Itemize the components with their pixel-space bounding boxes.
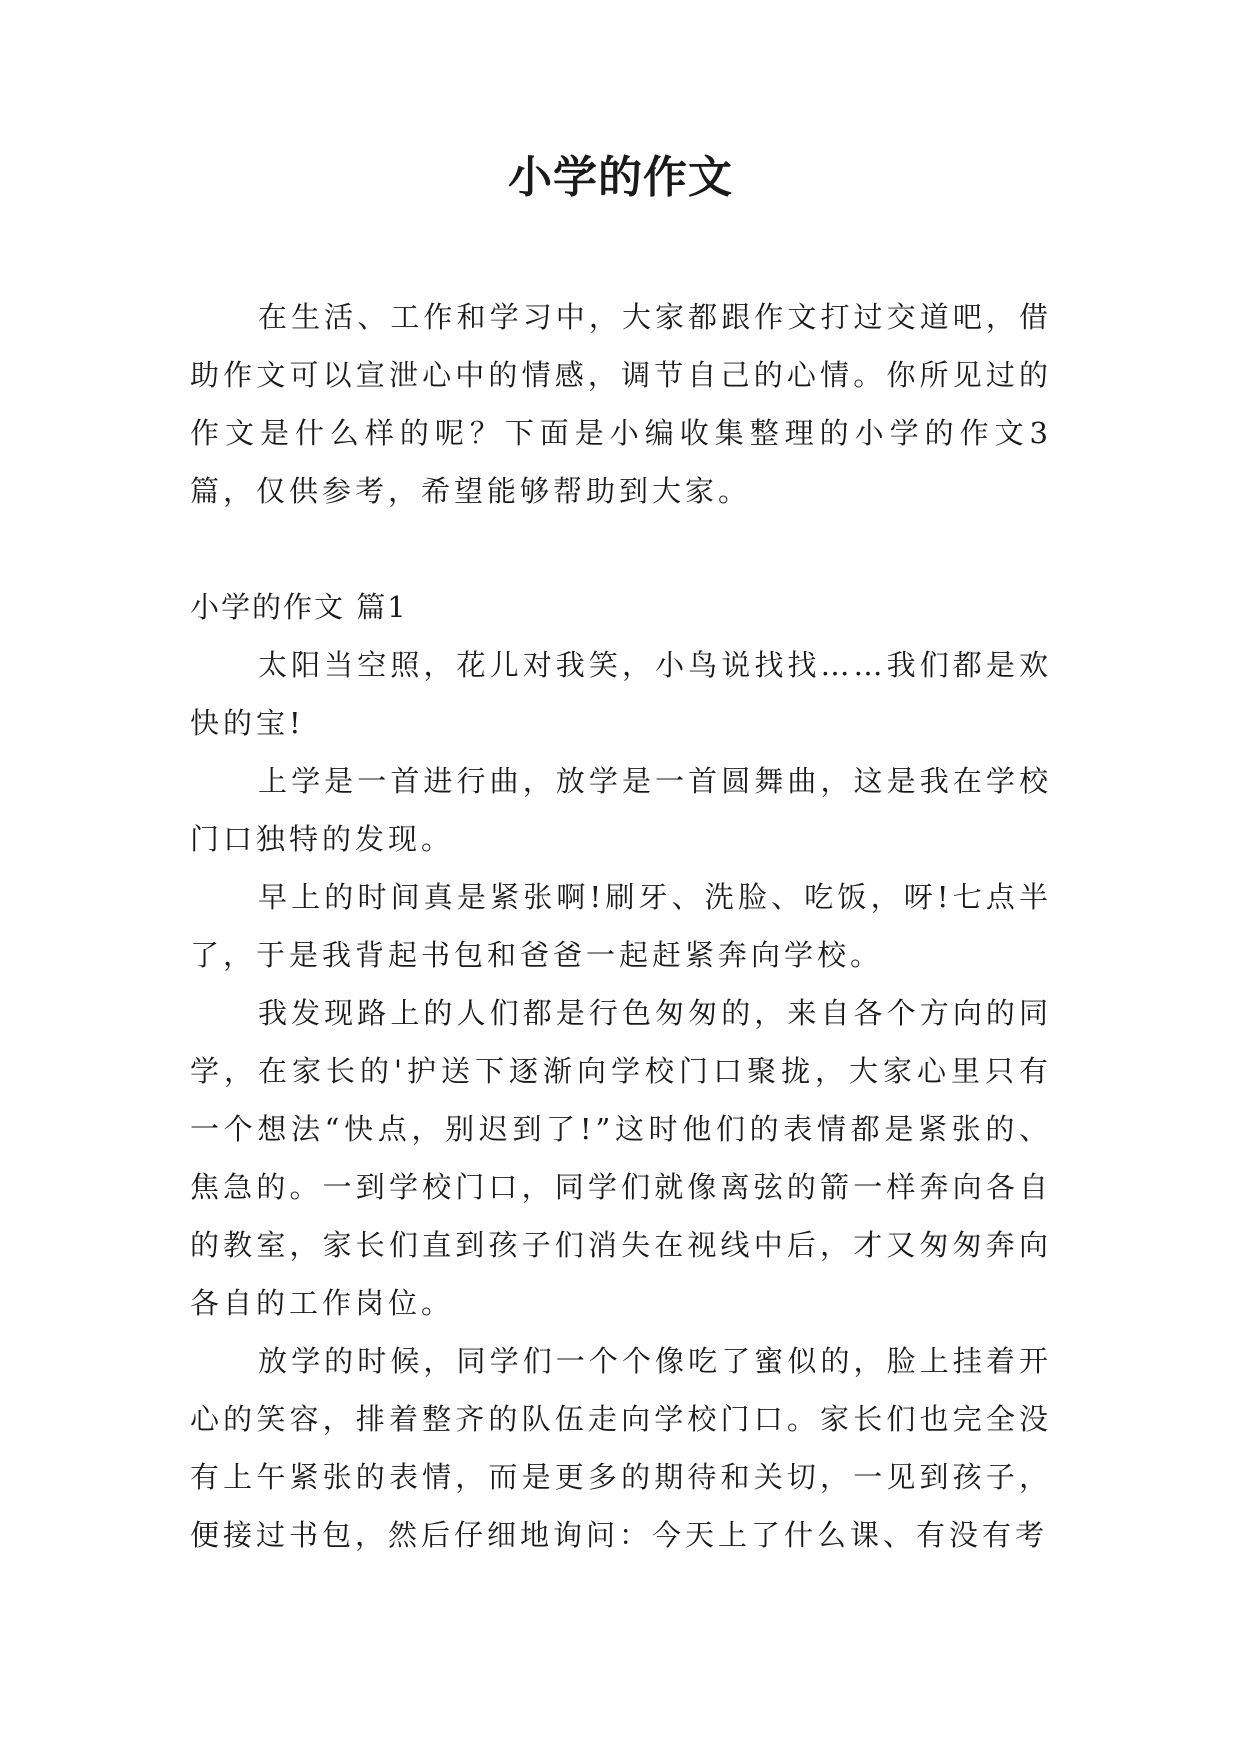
intro-paragraph: 在生活、工作和学习中，大家都跟作文打过交道吧，借助作文可以宣泄心中的情感，调节自己的心情。你所见过的作文是什么样的呢？下面是小编收集整理的小学的作文3篇，仅供参考，希望能够帮助到大家。 — [190, 300, 1052, 508]
paragraph: 太阳当空照，花儿对我笑，小鸟说找找……我们都是欢快的宝! — [190, 648, 1052, 740]
paragraph: 放学的时候，同学们一个个像吃了蜜似的，脸上挂着开心的笑容，排着整齐的队伍走向学校门口。家长们也完全没有上午紧张的表情，而是更多的期待和关切，一见到孩子，便接过书包，然后仔细地询问：今天上了什么课、有没有考 — [190, 1344, 1052, 1552]
paragraph: 早上的时间真是紧张啊!刷牙、洗脸、吃饭，呀!七点半了，于是我背起书包和爸爸一起赶紧奔向学校。 — [190, 880, 1052, 972]
document-body — [190, 288, 1052, 1564]
paragraph: 我发现路上的人们都是行色匆匆的，来自各个方向的同学，在家长的'护送下逐渐向学校门口聚拢，大家心里只有一个想法“快点，别迟到了!”这时他们的表情都是紧张的、焦急的。一到学校门口，同学们就像离弦的箭一样奔向各自的教室，家长们直到孩子们消失在视线中后，才又匆匆奔向各自的工作岗位。 — [190, 996, 1052, 1320]
paragraph: 上学是一首进行曲，放学是一首圆舞曲，这是我在学校门口独特的发现。 — [190, 764, 1052, 856]
section-heading: 小学的作文 篇1 — [190, 590, 408, 624]
section-1 — [190, 578, 1052, 1564]
document-title: 小学的作文 — [508, 152, 733, 203]
